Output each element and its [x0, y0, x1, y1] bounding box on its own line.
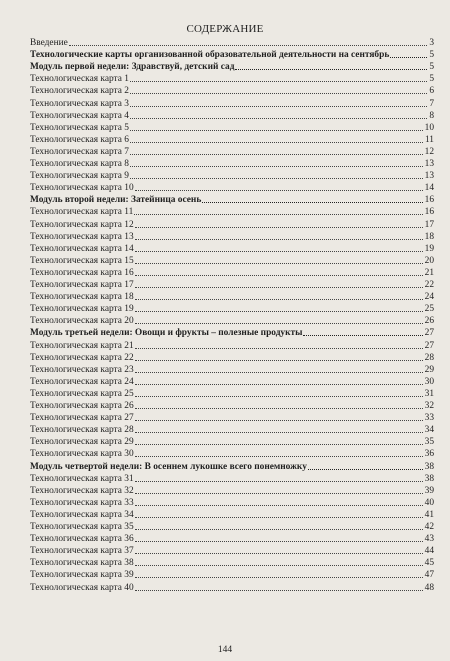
dot-leader [130, 154, 423, 155]
toc-entry-page: 34 [424, 425, 434, 436]
dot-leader [235, 69, 427, 70]
toc-entry-page: 5 [429, 62, 434, 73]
toc-entry [0, 255, 450, 267]
toc-entry-page: 39 [424, 485, 434, 496]
toc-entry-label: Технологическая карта 15 [30, 255, 134, 266]
toc-entry [0, 485, 450, 497]
toc-entry-label: Технологическая карта 12 [30, 219, 134, 230]
dot-leader [202, 202, 423, 203]
toc-entry [0, 400, 450, 412]
toc-entry-page: 43 [424, 534, 434, 545]
toc-entry-page: 6 [429, 86, 434, 97]
toc-section-entry [0, 461, 450, 473]
dot-leader [135, 360, 423, 361]
toc-entry-label: Технологическая карта 37 [30, 546, 134, 557]
toc-entry-page: 18 [424, 231, 434, 242]
toc-entry [0, 569, 450, 581]
toc-entry [0, 364, 450, 376]
toc-entry-page: 11 [424, 134, 434, 145]
toc-entry [0, 376, 450, 388]
dot-leader [130, 81, 427, 82]
toc-entry-label: Технологическая карта 11 [30, 207, 134, 218]
toc-entry-page: 17 [424, 219, 434, 230]
dot-leader [69, 45, 427, 46]
toc-entry-page: 44 [424, 546, 434, 557]
toc-entry [0, 243, 450, 255]
toc-entry-page: 45 [424, 558, 434, 569]
toc-entry [0, 206, 450, 218]
dot-leader [135, 323, 423, 324]
toc-entry-page: 38 [424, 473, 434, 484]
dot-leader [135, 481, 423, 482]
toc-entry [0, 497, 450, 509]
toc-entry-page: 16 [424, 195, 434, 206]
page-number: 144 [217, 645, 233, 655]
toc-section-entry [0, 49, 450, 61]
dot-leader [390, 57, 427, 58]
toc-entry-page: 19 [424, 243, 434, 254]
toc-entry-label: Технологическая карта 3 [30, 98, 129, 109]
toc-entry-label: Технологическая карта 33 [30, 497, 134, 508]
dot-leader [135, 275, 423, 276]
toc-entry-page: 42 [424, 522, 434, 532]
toc-entry [0, 219, 450, 231]
toc-entry-label: Технологическая карта 34 [30, 509, 134, 520]
toc-entry-page: 26 [424, 316, 434, 327]
toc-entry-label: Технологическая карта 24 [30, 376, 134, 387]
toc-entry-label: Технологическая карта 32 [30, 485, 134, 496]
dot-leader [135, 590, 423, 591]
toc-entry-label: Технологическая карта 18 [30, 292, 134, 303]
toc-entry-label: Технологическая карта 31 [30, 473, 134, 484]
toc-entry-page: 5 [429, 50, 434, 61]
toc-entry-label: Технологическая карта 14 [30, 243, 134, 254]
toc-entry-label: Технологическая карта 6 [30, 134, 129, 145]
toc-entry-label: Технологические карты организованной образовательной деятельности на сентябрь [30, 50, 390, 61]
toc-entry-page: 29 [424, 364, 434, 375]
toc-entry-label: Технологическая карта 22 [30, 352, 134, 363]
toc-entry-page: 32 [424, 401, 434, 411]
toc-entry-page: 3 [429, 38, 434, 48]
toc-entry-page: 7 [429, 98, 434, 109]
dot-leader [135, 287, 423, 288]
toc-entry [0, 182, 450, 194]
toc-entry [0, 557, 450, 569]
toc-entry-label: Технологическая карта 36 [30, 534, 134, 545]
toc-entry-page: 27 [424, 340, 434, 351]
toc-entry-page: 22 [424, 280, 434, 290]
toc-entry [0, 303, 450, 315]
toc-entry [0, 340, 450, 352]
toc-entry-page: 41 [424, 509, 434, 520]
toc-entry [0, 315, 450, 327]
dot-leader [135, 190, 423, 191]
toc-entry-label: Технологическая карта 21 [30, 340, 134, 351]
toc-section-entry [0, 194, 450, 206]
toc-entry-label: Технологическая карта 2 [30, 86, 129, 97]
toc-entry-page: 33 [424, 413, 434, 424]
toc-entry-label: Технологическая карта 40 [30, 582, 134, 593]
dot-leader [135, 408, 423, 409]
toc-entry [0, 412, 450, 424]
toc-entry-page: 13 [424, 171, 434, 182]
toc-entry [0, 37, 450, 49]
toc-entry-page: 16 [424, 207, 434, 218]
toc-entry-page: 48 [424, 582, 434, 593]
toc-entry-page: 28 [424, 352, 434, 363]
toc-entry-page: 30 [424, 376, 434, 387]
toc-entry-label: Технологическая карта 19 [30, 304, 134, 315]
toc-entry-label: Технологическая карта 30 [30, 449, 134, 460]
toc-entry [0, 509, 450, 521]
toc-entry-page: 35 [424, 437, 434, 448]
toc-entry-label: Технологическая карта 1 [30, 74, 129, 85]
toc-entry-label: Технологическая карта 20 [30, 316, 134, 327]
dot-leader [130, 106, 427, 107]
toc-entry-label: Технологическая карта 38 [30, 558, 134, 569]
toc-entry [0, 424, 450, 436]
dot-leader [135, 517, 423, 518]
toc-entry-page: 13 [424, 159, 434, 169]
toc-entry [0, 473, 450, 485]
toc-entry-label: Технологическая карта 9 [30, 171, 129, 182]
toc-entry [0, 231, 450, 243]
dot-leader [135, 311, 423, 312]
toc-entry-label: Модуль первой недели: Здравствуй, детский сад [30, 62, 235, 73]
toc-entry-label: Технологическая карта 7 [30, 146, 129, 157]
toc-entry [0, 388, 450, 400]
toc-entry [0, 98, 450, 110]
toc-entry [0, 170, 450, 182]
toc-entry [0, 521, 450, 533]
toc-entry-page: 25 [424, 304, 434, 315]
dot-leader [135, 541, 423, 542]
toc-entry-page: 38 [424, 461, 434, 472]
toc-entry-page: 47 [424, 570, 434, 581]
toc-section-entry [0, 61, 450, 73]
dot-leader [130, 142, 423, 143]
toc-entry [0, 122, 450, 134]
dot-leader [135, 348, 423, 349]
toc-entry [0, 158, 450, 170]
dot-leader [135, 432, 423, 433]
toc-entry [0, 73, 450, 85]
toc-entry [0, 291, 450, 303]
toc-entry-page: 20 [424, 255, 434, 266]
dot-leader [134, 214, 423, 215]
dot-leader [135, 299, 423, 300]
toc-entry [0, 110, 450, 122]
toc-entry [0, 352, 450, 364]
dot-leader [130, 166, 423, 167]
dot-leader [135, 565, 423, 566]
dot-leader [135, 529, 423, 530]
toc-entry-label: Технологическая карта 17 [30, 280, 134, 290]
toc-entry [0, 582, 450, 594]
toc-entry-label: Модуль четвертой недели: В осеннем лукошке всего понемножку [30, 461, 307, 472]
toc-entry [0, 545, 450, 557]
toc-entry-label: Введение [30, 38, 68, 48]
toc-entry [0, 146, 450, 158]
toc-entry [0, 436, 450, 448]
toc-section-entry [0, 327, 450, 339]
toc-entry [0, 134, 450, 146]
dot-leader [130, 130, 423, 131]
toc-entry [0, 267, 450, 279]
toc-entry-page: 14 [424, 183, 434, 194]
dot-leader [135, 456, 423, 457]
toc-entry-label: Технологическая карта 25 [30, 388, 134, 399]
dot-leader [135, 263, 423, 264]
dot-leader [135, 384, 423, 385]
toc-entry-page: 36 [424, 449, 434, 460]
toc-entry [0, 279, 450, 291]
toc-entry-label: Технологическая карта 35 [30, 522, 134, 532]
toc-entry-label: Модуль второй недели: Затейница осень [30, 195, 202, 206]
toc-entry-label: Технологическая карта 4 [30, 110, 129, 121]
toc-entry-page: 31 [424, 388, 434, 399]
dot-leader [135, 239, 423, 240]
dot-leader [135, 227, 423, 228]
dot-leader [135, 372, 423, 373]
toc-entry-label: Технологическая карта 13 [30, 231, 134, 242]
toc-entry-page: 5 [429, 74, 434, 85]
toc-entry-label: Технологическая карта 23 [30, 364, 134, 375]
dot-leader [308, 469, 423, 470]
toc-entry-label: Технологическая карта 10 [30, 183, 134, 194]
dot-leader [135, 420, 423, 421]
toc-entry-label: Технологическая карта 26 [30, 401, 134, 411]
dot-leader [135, 396, 423, 397]
dot-leader [135, 553, 423, 554]
dot-leader [303, 335, 423, 336]
toc-entry-page: 27 [424, 328, 434, 339]
toc-entry-page: 8 [429, 110, 434, 121]
page-title: СОДЕРЖАНИЕ [186, 23, 264, 35]
toc-entry [0, 85, 450, 97]
toc-entry [0, 448, 450, 460]
toc-entry-page: 10 [424, 122, 434, 133]
toc-entry-page: 24 [424, 292, 434, 303]
dot-leader [130, 93, 427, 94]
dot-leader [135, 251, 423, 252]
toc-entry [0, 533, 450, 545]
toc-entry-label: Технологическая карта 5 [30, 122, 129, 133]
toc-entry-page: 21 [424, 267, 434, 278]
toc-entry-page: 40 [424, 497, 434, 508]
toc-entry-label: Технологическая карта 39 [30, 570, 134, 581]
dot-leader [135, 577, 423, 578]
dot-leader [130, 118, 427, 119]
dot-leader [135, 444, 423, 445]
toc-entry-page: 12 [424, 146, 434, 157]
dot-leader [130, 178, 423, 179]
dot-leader [135, 493, 423, 494]
toc-entry-label: Технологическая карта 29 [30, 437, 134, 448]
toc-entry-label: Технологическая карта 28 [30, 425, 134, 436]
toc-entry-label: Модуль третьей недели: Овощи и фрукты – полезные продукты [30, 328, 303, 339]
dot-leader [135, 505, 423, 506]
toc-entry-label: Технологическая карта 16 [30, 267, 134, 278]
toc-entry-label: Технологическая карта 27 [30, 413, 134, 424]
toc-entry-label: Технологическая карта 8 [30, 159, 129, 169]
